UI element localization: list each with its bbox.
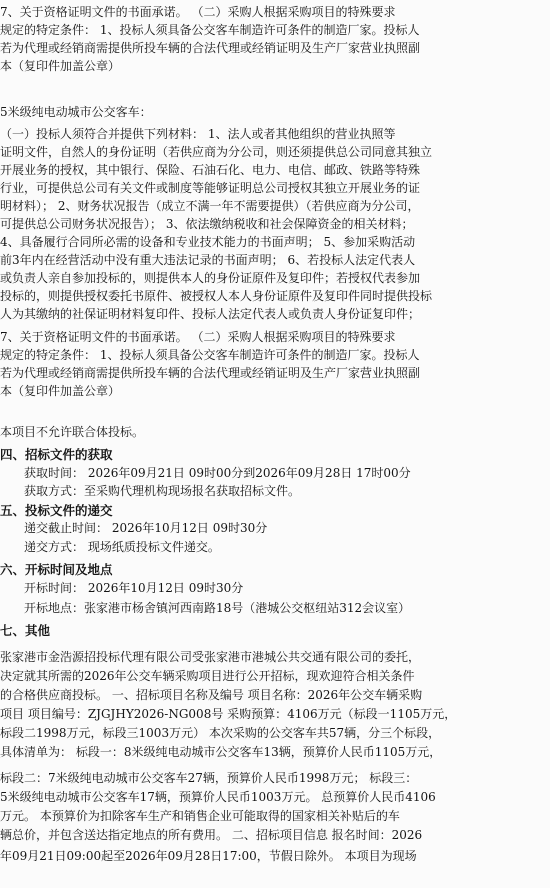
- text-line: 年09月21日09:00起至2026年09月28日17:00，节假日除外。 本项目为现场: [0, 849, 417, 863]
- text-line: 若为代理或经销商需提供所投车辆的合法代理或经销证明及生产厂家营业执照副: [0, 41, 421, 55]
- text-line: 辆总价，并包含送达指定地点的所有费用。 二、招标项目信息 报名时间：2026: [0, 828, 423, 842]
- text-line: 标段二1998万元，标段三1003万元） 本次采购的公交客车共57辆，分三个标段，: [0, 726, 441, 740]
- text-line: 前3年内在经营活动中没有重大违法记录的书面声明； 6、若投标人法定代表人: [0, 253, 416, 267]
- text-line: 证明文件，自然人的身份证明（若供应商为分公司，则还须提供总公司同意其独立: [0, 145, 433, 159]
- section-heading: 四、招标文件的获取: [0, 447, 113, 462]
- text-line: 张家港市金浩源招投标代理有限公司受张家港市港城公共交通有限公司的委托，: [0, 650, 421, 664]
- text-line: 获取方式：至采购代理机构现场报名获取招标文件。: [24, 484, 301, 498]
- text-line: 开标地点：张家港市杨舍镇河西南路18号（港城公交枢纽站312会议室）: [24, 601, 411, 615]
- text-line: 规定的特定条件： 1、投标人须具备公交客车制造许可条件的制造厂家。投标人: [0, 23, 420, 37]
- text-line: 开展业务的授权，其中银行、保险、石油石化、电力、电信、邮政、铁路等特殊: [0, 163, 421, 177]
- text-line: 万元。 本预算价为扣除客车生产和销售企业可能取得的国家相关补贴后的车: [0, 809, 400, 823]
- section-heading: 六、开标时间及地点: [0, 562, 113, 577]
- text-line: 具体清单为： 标段一：8米级纯电动城市公交客车13辆，预算价人民币1105万元，: [0, 745, 442, 759]
- text-line: 标段二：7米级纯电动城市公交客车27辆，预算价人民币1998万元； 标段三：: [0, 771, 418, 785]
- text-line: 人为其缴纳的社保证明材料复印件、投标人法定代表人或负责人身份证复印件；: [0, 307, 421, 321]
- text-line: 或负责人亲自参加投标的，则提供本人的身份证原件及复印件；若授权代表参加: [0, 271, 421, 285]
- text-line: 递交截止时间： 2026年10月12日 09时30分: [24, 521, 268, 535]
- text-line: 7、关于资格证明文件的书面承诺。 （二）采购人根据采购项目的特殊要求: [0, 330, 396, 344]
- text-line: 明材料）； 2、财务状况报告（成立不满一年不需要提供）（若供应商为分公司，: [0, 199, 420, 213]
- text-line: （一）投标人须符合并提供下列材料： 1、法人或者其他组织的营业执照等: [0, 127, 396, 141]
- section-heading: 七、其他: [0, 623, 51, 638]
- text-line: 投标的，则提供授权委托书原件、被授权人本人身份证原件及复印件同时提供投标: [0, 289, 433, 303]
- text-line: 7、关于资格证明文件的书面承诺。 （二）采购人根据采购项目的特殊要求: [0, 5, 396, 19]
- text-line: 递交方式： 现场纸质投标文件递交。: [24, 540, 220, 554]
- text-line: 若为代理或经销商需提供所投车辆的合法代理或经销证明及生产厂家营业执照副: [0, 366, 421, 380]
- text-line: 5米级纯电动城市公交客车：: [0, 105, 152, 119]
- text-line: 开标时间： 2026年10月12日 09时30分: [24, 581, 244, 595]
- text-line: 可提供总公司财务状况报告）； 3、依法缴纳税收和社会保障资金的相关材料；: [0, 217, 414, 231]
- text-line: 本（复印件加盖公章）: [0, 59, 121, 73]
- text-line: 本项目不允许联合体投标。: [0, 425, 145, 439]
- text-line: 项目 项目编号：ZJGJHY2026-NG008号 采购预算：4106万元（标段一1105万元，: [0, 707, 457, 721]
- text-line: 的合格供应商投标。 一、招标项目名称及编号 项目名称：2026年公交车辆采购: [0, 688, 423, 702]
- text-line: 决定就其所需的2026年公交车辆采购项目进行公开招标，现欢迎符合相关条件: [0, 669, 415, 683]
- text-line: 行业，可提供总公司有关文件或制度等能够证明总公司授权其独立开展业务的证: [0, 181, 421, 195]
- text-line: 本（复印件加盖公章）: [0, 384, 121, 398]
- text-line: 规定的特定条件： 1、投标人须具备公交客车制造许可条件的制造厂家。投标人: [0, 348, 420, 362]
- text-line: 获取时间： 2026年09月21日 09时00分到2026年09月28日 17时00分: [24, 466, 411, 480]
- text-line: 4、具备履行合同所必需的设备和专业技术能力的书面声明； 5、参加采购活动: [0, 235, 416, 249]
- section-heading: 五、投标文件的递交: [0, 503, 113, 518]
- text-line: 5米级纯电动城市公交客车17辆，预算价人民币1003万元。 总预算价人民币4106: [0, 790, 436, 804]
